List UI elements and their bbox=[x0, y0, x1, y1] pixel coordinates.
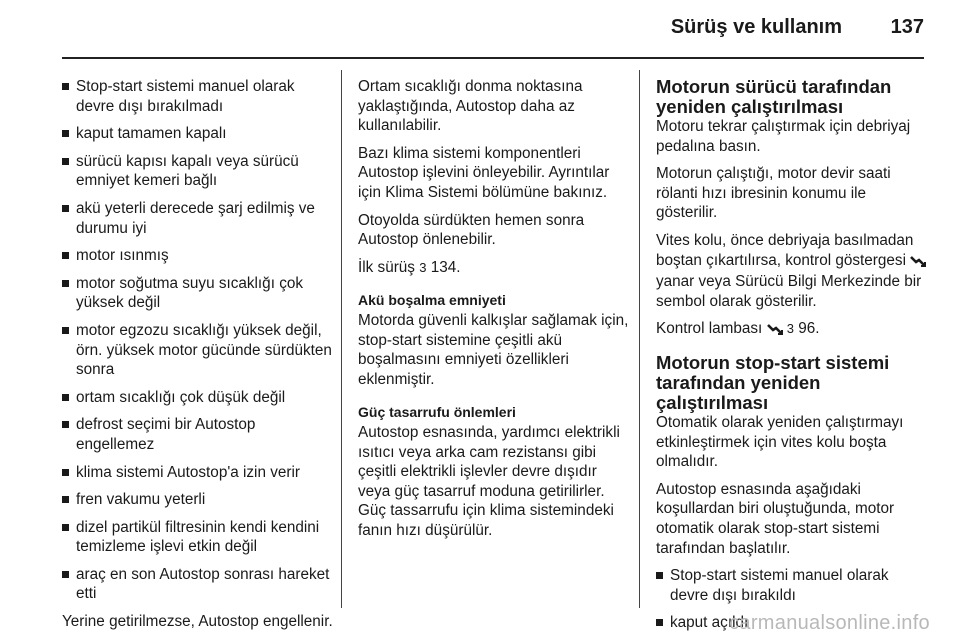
page-number: 137 bbox=[890, 16, 924, 38]
column-divider-2 bbox=[639, 70, 640, 608]
column-2 bbox=[358, 77, 630, 548]
chapter-title: Sürüş ve kullanım bbox=[670, 16, 842, 38]
paragraph: Ortam sıcaklığı donma noktasına yaklaştığında, Autostop daha az kullanılabilir. bbox=[358, 78, 583, 135]
list-item: araç en son Autostop sonrası hareket etti bbox=[62, 565, 334, 604]
page-header bbox=[0, 0, 960, 58]
paragraph: Otoyolda sürdükten hemen sonra Autostop önlenebilir. bbox=[358, 211, 585, 249]
reference-text: İlk sürüş bbox=[358, 258, 415, 276]
paragraph: Motorda güvenli kalkışlar sağlamak için, stop-start sistemine çeşitli akü boşalmasını emniyeti özellikleri eklenmiştir. bbox=[358, 311, 629, 388]
list-item: defrost seçimi bir Autostop engellemez bbox=[62, 415, 334, 454]
paragraph-text: Vites kolu, önce debriyaja basılmadan boştan çıkartılırsa, kontrol göstergesi bbox=[656, 231, 914, 269]
column-1 bbox=[62, 77, 334, 640]
list-item: Stop-start sistemi manuel olarak devre dışı bırakıldı bbox=[656, 566, 928, 605]
column-divider-1 bbox=[341, 70, 342, 608]
paragraph: Autostop esnasında, yardımcı elektrikli ısıtıcı veya arka cam rezistansı gibi çeşitli elektrikli işlevler devre dışıdır veya güç tasarruf moduna getirilirler. Güç tassarrufu için klima sistemindeki fanın hızı düşürülür. bbox=[358, 423, 620, 539]
list-item: ortam sıcaklığı çok düşük değil bbox=[62, 388, 334, 408]
paragraph: Motoru tekrar çalıştırmak için debriyaj pedalına basın. bbox=[656, 118, 911, 155]
watermark: carmanualsonline.info bbox=[729, 612, 930, 635]
list-item: motor ısınmış bbox=[62, 246, 334, 266]
paragraph-text: yanar veya Sürücü Bilgi Merkezinde bir sembol olarak gösterilir. bbox=[656, 273, 922, 310]
list-item: sürücü kapısı kapalı veya sürücü emniyet kemeri bağlı bbox=[62, 152, 334, 191]
page-reference-link[interactable]: 134. bbox=[430, 258, 461, 276]
list-item: motor soğutma suyu sıcaklığı çok yüksek değil bbox=[62, 274, 334, 313]
list-item: fren vakumu yeterli bbox=[62, 490, 334, 510]
list-item: dizel partikül filtresinin kendi kendini temizleme işlevi etkin değil bbox=[62, 518, 334, 557]
page-reference-link[interactable]: 96. bbox=[798, 320, 820, 338]
reference-text: Kontrol lambası bbox=[656, 320, 763, 338]
cross-reference-paragraph bbox=[358, 258, 630, 278]
header-divider bbox=[62, 57, 924, 59]
list-item: motor egzozu sıcaklığı yüksek değil, örn. yüksek motor gücünde sürdükten sonra bbox=[62, 321, 334, 380]
subheading-power-saving: Güç tasarrufu önlemleri bbox=[358, 404, 516, 421]
paragraph: Autostop esnasında aşağıdaki koşullardan biri oluştuğunda, motor otomatik olarak stop-start sistemi tarafından başlatılır. bbox=[656, 480, 895, 557]
conditions-list bbox=[62, 77, 334, 604]
list-item: Stop-start sistemi manuel olarak devre dışı bırakılmadı bbox=[62, 77, 334, 116]
list-item: akü yeterli derecede şarj edilmiş ve durumu iyi bbox=[62, 199, 334, 238]
page-reference-icon: 3 bbox=[786, 321, 795, 337]
section-heading-driver-restart: Motorun sürücü tarafından yeniden çalıştırılması bbox=[656, 76, 892, 117]
autostop-indicator-icon bbox=[767, 321, 783, 341]
paragraph: Otomatik olarak yeniden çalıştırmayı etkinleştirmek için vites kolu boşta olmalıdır. bbox=[656, 413, 904, 471]
section-heading-system-restart: Motorun stop-start sistemi tarafından yeniden çalıştırılması bbox=[656, 351, 890, 413]
list-item: klima sistemi Autostop'a izin verir bbox=[62, 463, 334, 483]
page-reference-icon: 3 bbox=[419, 259, 427, 275]
paragraph: Motorun çalıştığı, motor devir saati rölanti hızı ibresinin konumu ile gösterilir. bbox=[656, 165, 891, 222]
paragraph: Bazı klima sistemi komponentleri Autostop işlevini önleyebilir. Ayrıntılar için Klima Sistemi bölümüne bakınız. bbox=[358, 144, 610, 201]
subheading-battery: Akü boşalma emniyeti bbox=[358, 292, 506, 309]
closing-paragraph: Yerine getirilmezse, Autostop engellenir. bbox=[62, 613, 333, 631]
paragraph bbox=[656, 231, 928, 311]
cross-reference-paragraph bbox=[656, 319, 928, 341]
column-3 bbox=[656, 77, 928, 641]
list-item: kaput açıldı bbox=[656, 613, 928, 633]
list-item: kaput tamamen kapalı bbox=[62, 124, 334, 144]
autostop-indicator-icon bbox=[910, 253, 926, 273]
